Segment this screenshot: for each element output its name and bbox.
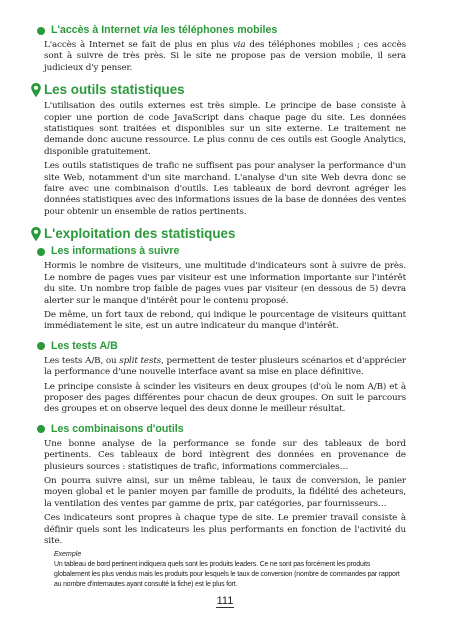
emphasis: split tests [119, 355, 162, 366]
heading-text: Les tests A/B [51, 339, 118, 352]
map-pin-icon [30, 82, 42, 98]
paragraph: On pourra suivre ainsi, sur un même tableau, le taux de conversion, le panier moyen global et le panier moyen par famille de produits, la fidélité des acheteurs, la ventilation des ventes par gamme de prix, par catégories, par fournisseurs… [44, 475, 406, 509]
paragraph: Une bonne analyse de la performance se fonde sur des tableaux de bord pertinents. Ces tableaux de bord intègrent des données en provenance de plusieurs sources : statistiques de trafic, informations commerciales… [44, 438, 406, 472]
green-dot-icon [37, 342, 45, 350]
heading-combinaisons-outils [37, 423, 406, 436]
heading-text: Les informations à suivre [51, 245, 180, 258]
green-dot-icon [37, 425, 45, 433]
heading-text: les téléphones mobiles [157, 24, 278, 36]
heading-outils-statistiques [30, 81, 406, 98]
green-dot-icon [37, 27, 45, 35]
heading-tests-ab [37, 340, 406, 353]
paragraph: Les outils statistiques de trafic ne suffisent pas pour analyser la performance d'un site Web, notamment d'un site marchand. L'analyse d'un site Web devra donc se faire avec une combinaison d'outils. Les tableaux de bord devront agréger les données statistiques avec des informations issues de la base de données des ventes pour obtenir un ensemble de ratios pertinents. [44, 161, 406, 217]
example-label: Exemple [54, 551, 82, 559]
paragraph: Hormis le nombre de visiteurs, une multitude d'indicateurs sont à suivre de près. Le nombre de pages vues par visiteur est une information importante sur l'intérêt du site. Un nombre trop faible de pages vues par visiteur (en dessous de 5) devra alerter sur le manque d'intérêt pour le contenu proposé. [44, 261, 406, 306]
heading-acces-mobiles [37, 24, 406, 37]
emphasis: via [232, 40, 246, 50]
heading-informations-suivre [37, 245, 406, 258]
example-text: Un tableau de bord pertinent indiquera quels sont les produits leaders. Ce ne sont pas forcément les produits globalement les plus vendus mais les produits pour lesquels le taux de conversion (nombre de commandes par rapport au nombre d'internautes ayant consulté la fiche) est le plus fort. [54, 561, 400, 588]
heading-text: Les combinaisons d'outils [51, 422, 184, 435]
paragraph: Le principe consiste à scinder les visiteurs en deux groupes (d'où le nom A/B) et à proposer des pages différentes pour chacun de deux groupes. On suit le parcours des groupes et on observe lequel des deux donne le meilleur résultat. [44, 381, 406, 415]
page-content [44, 24, 406, 589]
page-number: 111 [216, 595, 234, 607]
paragraph: Ces indicateurs sont propres à chaque type de site. Le premier travail consiste à définir quels sont les indicateurs les plus performants en fonction de l'activité du site. [44, 513, 406, 546]
heading-text: Les outils statistiques [44, 82, 185, 98]
heading-text: L'accès à Internet [51, 24, 144, 36]
green-dot-icon [37, 248, 45, 256]
paragraph: L'utilisation des outils externes est très simple. Le principe de base consiste à copier une portion de code JavaScript dans chaque page du site. Les données statistiques sont traitées et disponibles sur un site externe. Le traitement ne demande donc aucune ressource. Le plus connu de ces outils est Google Analytics, disponible gratuitement. [44, 101, 406, 157]
paragraph: De même, un fort taux de rebond, qui indique le pourcentage de visiteurs quittant immédiatement le site, est un autre indicateur du manque d'intérêt. [44, 309, 406, 332]
heading-exploitation-statistiques [30, 225, 406, 242]
heading-emphasis: via [143, 24, 158, 36]
heading-text: L'exploitation des statistiques [44, 226, 236, 242]
paragraph: Les tests A/B, ou split tests, permettent de tester plusieurs scénarios et d'apprécier la performance d'une nouvelle interface avant sa mise en place définitive. [44, 355, 406, 378]
map-pin-icon [30, 226, 42, 242]
paragraph: L'accès à Internet se fait de plus en plus via des téléphones mobiles ; ces accès sont à suivre de très près. Si le site ne propose pas de version mobile, il sera judicieux d'y penser. [44, 40, 406, 73]
